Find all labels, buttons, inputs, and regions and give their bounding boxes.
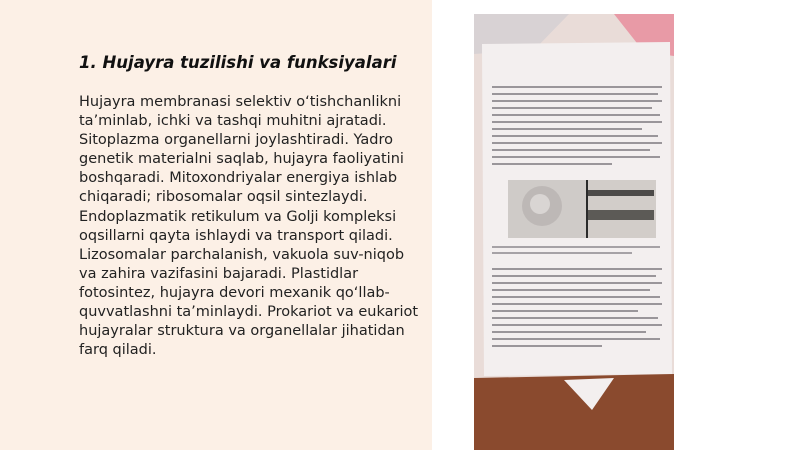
slide-body-text: Hujayra membranasi selektiv o‘tishchanlikni ta’minlab, ichki va tashqi muhitni ajratadi. Sitoplazma organellarni joylashtiradi. Yadro genetik materialni saqlab, hujayra faoliyatini boshqaradi. Mitoxondriyalar energiya ishlab chiqaradi; ribosomalar oqsil sintezlaydi. Endoplazmatik retikulum va Golji kompleksi oqsillarni qayta ishlaydi va transport qiladi. Lizosomalar parchalanish, vakuola suv-niqob va zahira vazifasini bajaradi. Plastidlar fotosintez, hujayra devori mexanik qo‘llab-quvvatlashni ta’minlaydi. Prokariot va eukariot hujayralar struktura va organellalar jihatidan farq qiladi.	[79, 94, 419, 359]
textbook-page-photo	[474, 14, 674, 450]
slide-title: 1. Hujayra tuzilishi va funksiyalari	[79, 53, 397, 72]
